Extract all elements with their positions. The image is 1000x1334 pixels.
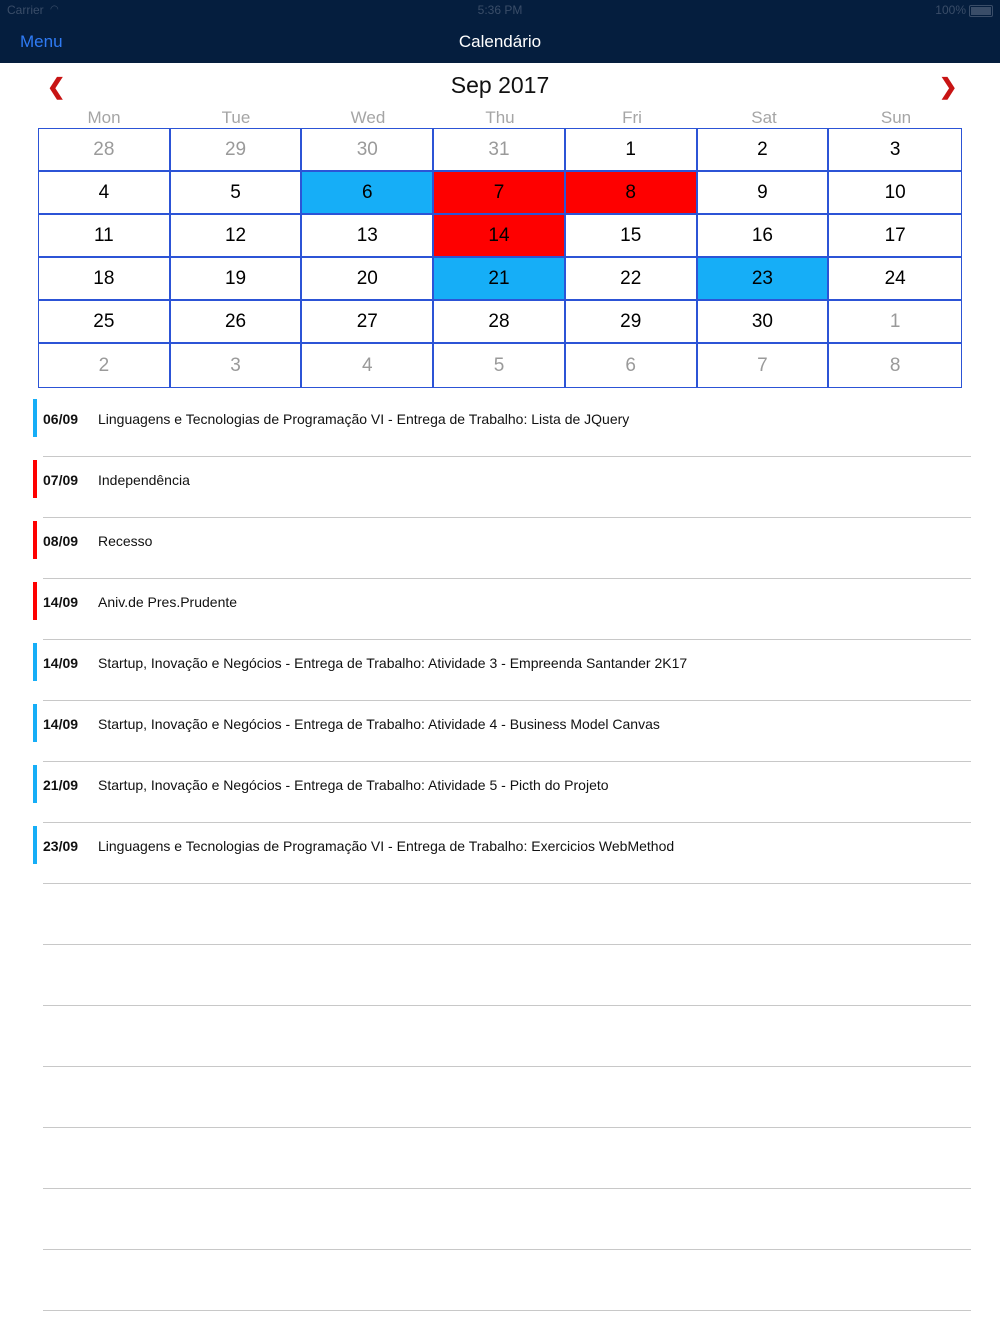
calendar-day[interactable]: 22 <box>566 258 698 301</box>
calendar-day[interactable]: 27 <box>302 301 434 344</box>
calendar-day[interactable]: 20 <box>302 258 434 301</box>
carrier-label: Carrier <box>7 3 44 17</box>
calendar-day[interactable]: 28 <box>434 301 566 344</box>
event-title: Independência <box>98 472 190 488</box>
calendar-day[interactable]: 5 <box>434 344 566 387</box>
event-title: Recesso <box>98 533 153 549</box>
event-date: 07/09 <box>43 472 79 488</box>
event-title: Linguagens e Tecnologias de Programação VI - Entrega de Trabalho: Lista de JQuery <box>98 411 630 427</box>
calendar-grid <box>38 128 962 388</box>
event-date: 14/09 <box>43 716 79 732</box>
event-date: 21/09 <box>43 777 79 793</box>
empty-list-row <box>0 1250 1000 1311</box>
empty-list-row <box>0 1128 1000 1189</box>
calendar-day[interactable]: 16 <box>698 215 830 258</box>
calendar-day[interactable]: 2 <box>39 344 171 387</box>
empty-list-row <box>0 1067 1000 1128</box>
calendar-day[interactable]: 15 <box>566 215 698 258</box>
status-time: 5:36 PM <box>477 3 523 17</box>
event-list-item[interactable] <box>0 457 1000 518</box>
calendar-day[interactable]: 23 <box>698 258 830 301</box>
calendar-day[interactable]: 24 <box>829 258 961 301</box>
calendar-day[interactable]: 29 <box>566 301 698 344</box>
calendar-day[interactable]: 10 <box>829 172 961 215</box>
weekday-header <box>38 108 962 128</box>
wifi-icon: ◠ <box>50 4 59 15</box>
event-list <box>0 396 1000 1311</box>
calendar-day[interactable]: 3 <box>171 344 303 387</box>
calendar-day[interactable]: 8 <box>889 354 901 376</box>
event-date: 08/09 <box>43 533 79 549</box>
event-list-item[interactable] <box>0 762 1000 823</box>
event-list-item[interactable] <box>0 396 1000 457</box>
calendar-day[interactable]: 29 <box>171 129 303 172</box>
event-title: Startup, Inovação e Negócios - Entrega de Trabalho: Atividade 5 - Picth do Projeto <box>98 777 609 793</box>
weekday-label: Wed <box>350 108 386 127</box>
event-date: 06/09 <box>43 411 79 427</box>
calendar-day[interactable]: 19 <box>171 258 303 301</box>
calendar-day[interactable]: 17 <box>829 215 961 258</box>
event-date: 14/09 <box>43 594 79 610</box>
weekday-label: Mon <box>87 108 121 127</box>
menu-button[interactable]: Menu <box>20 32 63 51</box>
calendar-day[interactable]: 1 <box>566 129 698 172</box>
weekday-label: Sat <box>751 108 777 127</box>
event-list-item[interactable] <box>0 640 1000 701</box>
calendar-day[interactable]: 28 <box>39 129 171 172</box>
event-color-marker <box>33 826 37 864</box>
event-color-marker <box>33 460 37 498</box>
calendar-day[interactable]: 7 <box>698 344 830 387</box>
event-title: Linguagens e Tecnologias de Programação VI - Entrega de Trabalho: Exercicios WebMethod <box>98 838 675 854</box>
calendar-day[interactable]: 5 <box>171 172 303 215</box>
calendar-day[interactable]: 21 <box>434 258 566 301</box>
calendar-day[interactable]: 12 <box>171 215 303 258</box>
calendar-day[interactable]: 14 <box>434 215 566 258</box>
next-month-button[interactable]: ❯ <box>939 74 958 99</box>
event-color-marker <box>33 704 37 742</box>
event-title: Aniv.de Pres.Prudente <box>98 594 238 610</box>
event-color-marker <box>33 582 37 620</box>
calendar-day[interactable]: 25 <box>39 301 171 344</box>
event-color-marker <box>33 399 37 437</box>
event-color-marker <box>33 643 37 681</box>
calendar-day[interactable]: 31 <box>434 129 566 172</box>
month-title: Sep 2017 <box>450 72 550 98</box>
event-list-item[interactable] <box>0 823 1000 884</box>
page-title: Calendário <box>458 32 542 51</box>
calendar-day[interactable]: 4 <box>39 172 171 215</box>
calendar-day[interactable]: 18 <box>39 258 171 301</box>
weekday-label: Fri <box>622 108 642 127</box>
calendar-day[interactable]: 9 <box>698 172 830 215</box>
weekday-label: Thu <box>485 108 515 127</box>
empty-list-row <box>0 945 1000 1006</box>
calendar-day[interactable]: 4 <box>302 344 434 387</box>
event-date: 14/09 <box>43 655 79 671</box>
weekday-label: Sun <box>880 108 912 127</box>
event-color-marker <box>33 765 37 803</box>
empty-list-row <box>0 1189 1000 1250</box>
navigation-bar <box>0 0 1000 63</box>
calendar-day[interactable]: 6 <box>302 172 434 215</box>
battery-percent: 100% <box>935 3 966 17</box>
calendar-day[interactable]: 26 <box>171 301 303 344</box>
calendar-day[interactable]: 6 <box>566 344 698 387</box>
calendar-day[interactable]: 30 <box>698 301 830 344</box>
calendar-day[interactable]: 3 <box>829 129 961 172</box>
calendar-day[interactable]: 2 <box>698 129 830 172</box>
calendar-day[interactable]: 11 <box>39 215 171 258</box>
row-divider <box>43 1310 971 1311</box>
event-color-marker <box>33 521 37 559</box>
event-list-item[interactable] <box>0 518 1000 579</box>
calendar-day[interactable]: 7 <box>434 172 566 215</box>
calendar-day[interactable]: 1 <box>829 301 961 344</box>
empty-list-row <box>0 1006 1000 1067</box>
previous-month-button[interactable]: ❮ <box>47 74 66 99</box>
calendar-day[interactable]: 30 <box>302 129 434 172</box>
weekday-label: Tue <box>221 108 251 127</box>
event-date: 23/09 <box>43 838 79 854</box>
event-title: Startup, Inovação e Negócios - Entrega de Trabalho: Atividade 3 - Empreenda Santander 2K17 <box>98 655 688 671</box>
calendar-day[interactable]: 8 <box>566 172 698 215</box>
empty-list-row <box>0 884 1000 945</box>
event-title: Startup, Inovação e Negócios - Entrega de Trabalho: Atividade 4 - Business Model Canvas <box>98 716 660 732</box>
battery-icon <box>969 5 993 17</box>
calendar-day[interactable]: 13 <box>302 215 434 258</box>
event-list-item[interactable] <box>0 579 1000 640</box>
event-list-item[interactable] <box>0 701 1000 762</box>
